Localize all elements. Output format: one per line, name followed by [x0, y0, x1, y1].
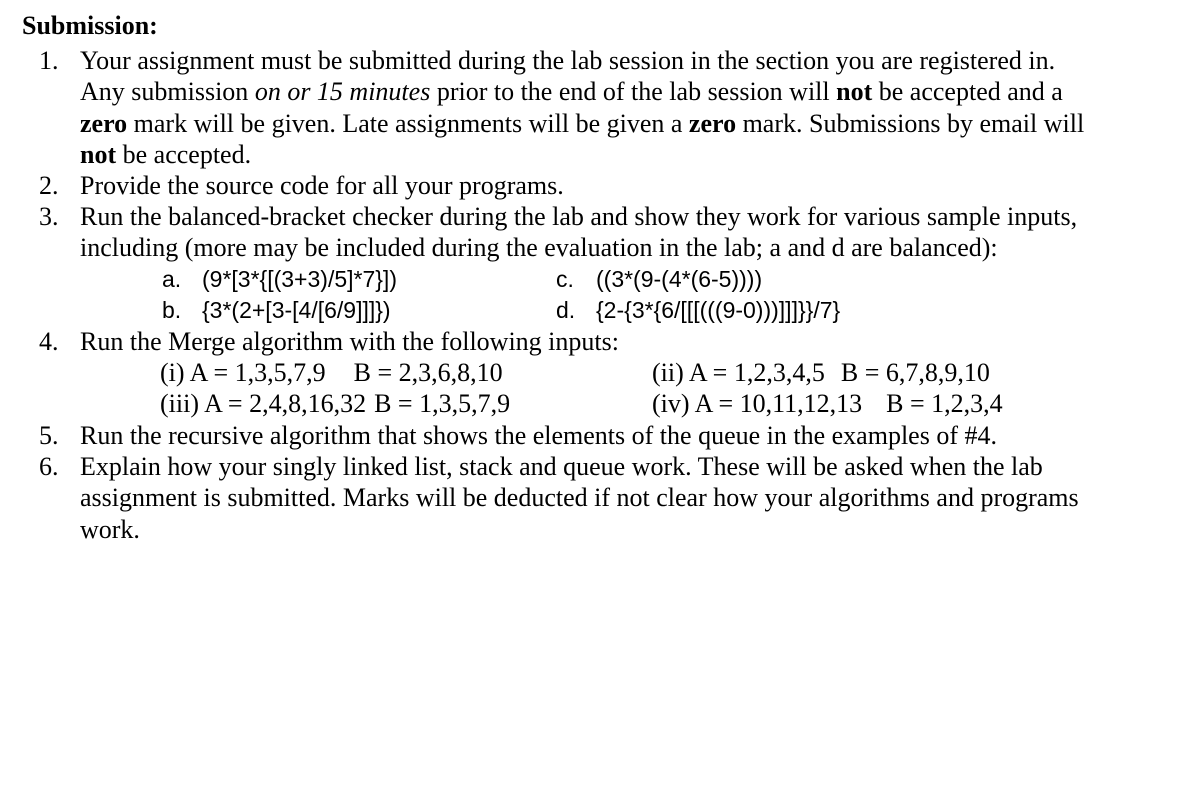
bold-text: zero	[688, 108, 737, 138]
merge-case-iv: (iv) A = 10,11,12,13 B = 1,2,3,4	[652, 389, 1003, 418]
item-number: 3.	[39, 202, 59, 231]
item1-line4: not be accepted.	[80, 139, 252, 169]
bold-text: zero	[80, 108, 128, 138]
expression: ((3*(9-(4*(6-5))))	[596, 266, 763, 292]
item1-line3: zero mark will be given. Late assignments will be given a zero mark. Submissions by email will	[80, 108, 1085, 138]
merge-case-i: (i) A = 1,3,5,7,9 B = 2,3,6,8,10	[160, 358, 503, 387]
bracket-input-d: d. {2-{3*{6/[[[(((9-0)))]]]}}/7}	[556, 297, 841, 323]
bold-text: not	[836, 77, 873, 107]
item1-line2: Any submission on or 15 minutes prior to the end of the lab session will not be accepted and a	[80, 77, 1063, 107]
item-text: Run the recursive algorithm that shows the elements of the queue in the examples of #4.	[80, 421, 997, 450]
expression: {2-{3*{6/[[[(((9-0)))]]]}}/7}	[596, 297, 841, 323]
item6-line2: assignment is submitted. Marks will be deducted if not clear how your algorithms and programs	[80, 483, 1079, 513]
bracket-input-a: a. (9*[3*{[(3+3)/5]*7}])	[162, 266, 397, 292]
item-number: 2.	[39, 171, 59, 200]
emphasis-text: on or 15 minutes	[254, 77, 431, 107]
bracket-input-c: c. ((3*(9-(4*(6-5))))	[556, 266, 763, 292]
case-label: (iii)	[160, 389, 199, 418]
merge-case-ii: (ii) A = 1,2,3,4,5 B = 6,7,8,9,10	[652, 358, 990, 387]
case-label: (iv)	[652, 389, 690, 418]
item-number: 6.	[39, 452, 59, 481]
item3-line1: Run the balanced-bracket checker during the lab and show they work for various sample inputs,	[80, 202, 1078, 231]
case-label: (ii)	[652, 358, 684, 387]
item-number: 5.	[39, 421, 59, 450]
item-text	[80, 201, 1180, 264]
item-text: Provide the source code for all your programs.	[80, 171, 564, 200]
item1-line1: Your assignment must be submitted during the lab session in the section you are registered in.	[80, 46, 1056, 75]
section-heading: Submission:	[22, 11, 158, 40]
item-number: 4.	[39, 327, 59, 356]
merge-case-iii: (iii) A = 2,4,8,16,32 B = 1,3,5,7,9	[160, 389, 511, 418]
case-label: (i)	[160, 358, 185, 387]
item6-line3: work.	[80, 514, 140, 544]
item3-line2: including (more may be included during the evaluation in the lab; a and d are balanced):	[80, 233, 998, 263]
expression: (9*[3*{[(3+3)/5]*7}])	[202, 266, 397, 292]
item-text: Run the Merge algorithm with the following inputs:	[80, 327, 619, 356]
item-text	[80, 45, 1180, 170]
item-text	[80, 451, 1180, 545]
bold-text: not	[80, 139, 117, 169]
item-number: 1.	[39, 46, 59, 75]
item6-line1: Explain how your singly linked list, stack and queue work. These will be asked when the lab	[80, 452, 1043, 481]
expression: {3*(2+[3-[4/[6/9]]]})	[202, 297, 391, 323]
bracket-input-b: b. {3*(2+[3-[4/[6/9]]]})	[162, 297, 391, 323]
